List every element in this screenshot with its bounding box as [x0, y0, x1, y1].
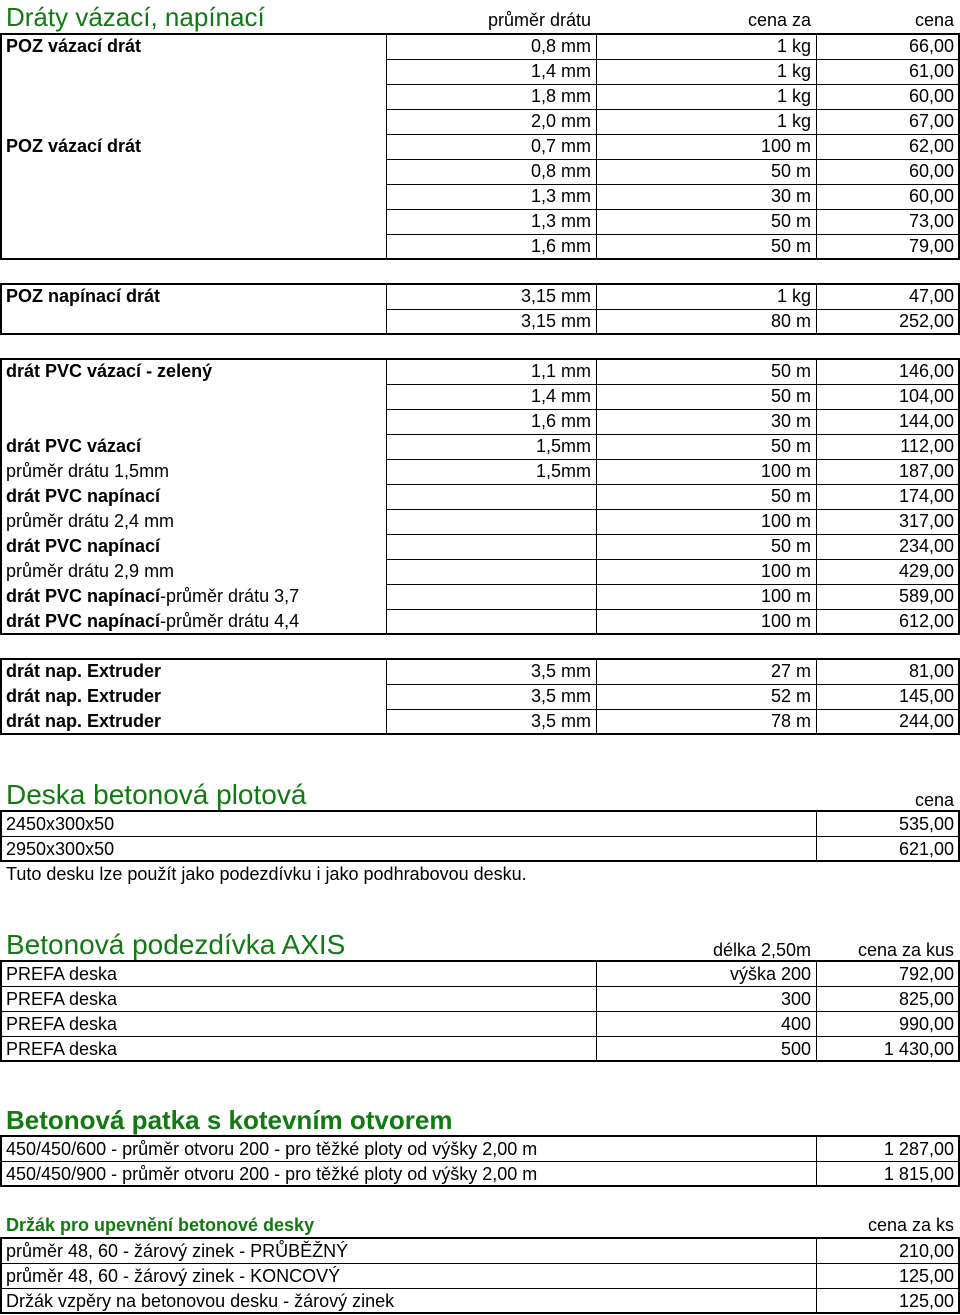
wire-row-8-unit: 50 m [770, 236, 811, 256]
wire-row-9-unit: 1 kg [776, 286, 811, 306]
wire-row-2-unit: 1 kg [776, 86, 811, 106]
wire-row-1-unit: 1 kg [776, 61, 811, 81]
wire-row-11-name: drát PVC vázací - zelený [6, 361, 213, 381]
wire-row-23-unit: 52 m [770, 686, 811, 706]
wire-row-15-name: průměr drátu 1,5mm [6, 461, 170, 481]
wire-row-18-diameter [396, 534, 591, 559]
wire-row-24-price: 244,00 [898, 711, 954, 731]
wire-row-14-name: drát PVC vázací [6, 436, 142, 456]
wire-row-16-unit: 50 m [770, 486, 811, 506]
wire-row-19-unit: 100 m [760, 561, 811, 581]
holder-row-1-name: průměr 48, 60 - žárový zinek - KONCOVÝ [6, 1266, 341, 1286]
holder-row-0-name: průměr 48, 60 - žárový zinek - PRŮBĚŽNÝ [6, 1241, 349, 1261]
slab-row-1-price: 621,00 [898, 839, 954, 859]
axis-row-divider [2, 1011, 958, 1012]
axis-header-price: cena za kus [857, 940, 954, 960]
wires-header-price: cena [914, 10, 954, 30]
wire-row-21-unit: 100 m [760, 611, 811, 631]
wire-row-18-price: 234,00 [898, 536, 954, 556]
axis-row-0-name: PREFA deska [6, 964, 118, 984]
axis-row-3-name: PREFA deska [6, 1039, 118, 1059]
wire-row-18-name: drát PVC napínací [6, 536, 161, 556]
holder-row-2-price: 125,00 [898, 1291, 954, 1311]
footing-row-0-name: 450/450/600 - průměr otvoru 200 - pro těžké ploty od výšky 2,00 m [6, 1139, 538, 1159]
wire-row-9-price: 47,00 [908, 286, 954, 306]
slab-note: Tuto desku lze použít jako podezdívku i jako podhrabovou desku. [6, 864, 527, 884]
wires-title: Dráty vázací, napínací [6, 2, 265, 32]
wire-row-23-price: 145,00 [898, 686, 954, 706]
axis-row-2-name: PREFA deska [6, 1014, 118, 1034]
holder-header-price: cena za ks [867, 1215, 954, 1235]
wire-row-20-name [6, 584, 299, 609]
slab-row-0-price: 535,00 [898, 814, 954, 834]
wire-row-3-diameter: 2,0 mm [530, 111, 591, 131]
axis-row-divider [2, 986, 958, 987]
wire-row-15-diameter: 1,5mm [535, 461, 591, 481]
wire-row-4-unit: 100 m [760, 136, 811, 156]
slab-title: Deska betonová plotová [6, 779, 307, 810]
wire-row-1-price: 61,00 [908, 61, 954, 81]
wire-row-7-price: 73,00 [908, 211, 954, 231]
wire-row-20-price: 589,00 [898, 586, 954, 606]
slab-row-divider [2, 836, 958, 837]
wire-row-14-unit: 50 m [770, 436, 811, 456]
wire-row-3-price: 67,00 [908, 111, 954, 131]
wire-row-2-diameter: 1,8 mm [530, 86, 591, 106]
wires-header-diameter: průměr drátu [487, 10, 591, 30]
wire-row-6-diameter: 1,3 mm [530, 186, 591, 206]
wires-header-per: cena za [747, 10, 811, 30]
wire-row-16-price: 174,00 [898, 486, 954, 506]
wire-row-13-price: 144,00 [898, 411, 954, 431]
wire-row-16-diameter [396, 484, 591, 509]
wire-col-divider [386, 359, 387, 634]
wire-row-9-diameter: 3,15 mm [520, 286, 591, 306]
slab-row-0-name: 2450x300x50 [6, 814, 115, 834]
wire-row-24-name: drát nap. Extruder [6, 711, 162, 731]
footing-row-1-name: 450/450/900 - průměr otvoru 200 - pro těžké ploty od výšky 2,00 m [6, 1164, 538, 1184]
wire-row-12-unit: 50 m [770, 386, 811, 406]
wire-row-21-name [6, 609, 299, 634]
slab-row-1-name: 2950x300x50 [6, 839, 115, 859]
wire-row-8-diameter: 1,6 mm [530, 236, 591, 256]
holder-title: Držák pro upevnění betonové desky [6, 1215, 315, 1235]
wire-col-divider [386, 284, 387, 334]
wire-row-17-name: průměr drátu 2,4 mm [6, 511, 175, 531]
axis-row-0-height: výška 200 [729, 964, 811, 984]
wire-row-7-unit: 50 m [770, 211, 811, 231]
axis-row-divider [2, 1036, 958, 1037]
wire-row-10-diameter: 3,15 mm [520, 311, 591, 331]
wire-row-22-diameter: 3,5 mm [530, 661, 591, 681]
wire-row-name-bold: drát PVC napínací [6, 586, 161, 606]
wire-row-15-price: 187,00 [898, 461, 954, 481]
wire-row-17-unit: 100 m [760, 511, 811, 531]
wire-row-19-name: průměr drátu 2,9 mm [6, 561, 175, 581]
wire-row-0-diameter: 0,8 mm [530, 36, 591, 56]
wire-col-divider [386, 659, 387, 734]
wire-row-8-price: 79,00 [908, 236, 954, 256]
wire-row-12-diameter: 1,4 mm [530, 386, 591, 406]
wire-row-2-price: 60,00 [908, 86, 954, 106]
holder-row-1-price: 125,00 [898, 1266, 954, 1286]
wire-row-11-price: 146,00 [898, 361, 954, 381]
wire-row-4-diameter: 0,7 mm [530, 136, 591, 156]
wire-row-4-name: POZ vázací drát [6, 136, 142, 156]
wire-row-13-diameter: 1,6 mm [530, 411, 591, 431]
wire-row-24-unit: 78 m [770, 711, 811, 731]
axis-row-0-price: 792,00 [898, 964, 954, 984]
wire-row-name-suffix: -průměr drátu 3,7 [160, 586, 300, 606]
axis-row-1-name: PREFA deska [6, 989, 118, 1009]
wire-row-6-price: 60,00 [908, 186, 954, 206]
wire-row-14-price: 112,00 [900, 436, 954, 456]
wire-col-divider [386, 34, 387, 259]
axis-row-1-price: 825,00 [898, 989, 954, 1009]
axis-row-3-price: 1 430,00 [883, 1039, 954, 1059]
wire-row-5-diameter: 0,8 mm [530, 161, 591, 181]
wire-row-0-unit: 1 kg [776, 36, 811, 56]
footing-row-1-price: 1 815,00 [883, 1164, 954, 1184]
wire-row-21-price: 612,00 [898, 611, 954, 631]
wire-row-name-bold: drát PVC napínací [6, 611, 161, 631]
wire-row-17-diameter [396, 509, 591, 534]
wire-row-22-unit: 27 m [770, 661, 811, 681]
wire-row-0-name: POZ vázací drát [6, 36, 142, 56]
axis-header-length: délka 2,50m [712, 940, 811, 960]
wire-row-3-unit: 1 kg [776, 111, 811, 131]
wire-row-19-diameter [396, 559, 591, 584]
wire-row-22-name: drát nap. Extruder [6, 661, 162, 681]
wire-row-6-unit: 30 m [770, 186, 811, 206]
wire-row-5-price: 60,00 [908, 161, 954, 181]
footing-title: Betonová patka s kotevním otvorem [6, 1105, 453, 1135]
slab-header-price: cena [914, 790, 954, 810]
holder-row-2-name: Držák vzpěry na betonovou desku - žárový zinek [6, 1291, 395, 1311]
footing-row-0-price: 1 287,00 [883, 1139, 954, 1159]
wire-row-23-diameter: 3,5 mm [530, 686, 591, 706]
axis-row-1-height: 300 [780, 989, 811, 1009]
wire-row-16-name: drát PVC napínací [6, 486, 161, 506]
axis-row-2-price: 990,00 [898, 1014, 954, 1034]
wire-row-11-diameter: 1,1 mm [530, 361, 591, 381]
wire-row-name-suffix: -průměr drátu 4,4 [160, 611, 300, 631]
wire-row-10-price: 252,00 [898, 311, 954, 331]
wire-row-1-diameter: 1,4 mm [530, 61, 591, 81]
wire-row-11-unit: 50 m [770, 361, 811, 381]
wire-row-20-unit: 100 m [760, 586, 811, 606]
wire-row-12-price: 104,00 [898, 386, 954, 406]
axis-row-2-height: 400 [780, 1014, 811, 1034]
holder-row-0-price: 210,00 [898, 1241, 954, 1261]
wire-row-17-price: 317,00 [898, 511, 954, 531]
wire-row-22-price: 81,00 [908, 661, 954, 681]
wire-row-23-name: drát nap. Extruder [6, 686, 162, 706]
wire-row-7-diameter: 1,3 mm [530, 211, 591, 231]
wire-row-18-unit: 50 m [770, 536, 811, 556]
wire-row-10-unit: 80 m [770, 311, 811, 331]
wire-row-14-diameter: 1,5mm [535, 436, 591, 456]
wire-row-4-price: 62,00 [908, 136, 954, 156]
wire-row-19-price: 429,00 [898, 561, 954, 581]
axis-row-3-height: 500 [780, 1039, 811, 1059]
axis-title: Betonová podezdívka AXIS [6, 929, 346, 960]
wire-row-0-price: 66,00 [908, 36, 954, 56]
wire-row-15-unit: 100 m [760, 461, 811, 481]
wire-row-24-diameter: 3,5 mm [530, 711, 591, 731]
wire-row-9-name: POZ napínací drát [6, 286, 161, 306]
wire-row-13-unit: 30 m [770, 411, 811, 431]
wire-row-5-unit: 50 m [770, 161, 811, 181]
